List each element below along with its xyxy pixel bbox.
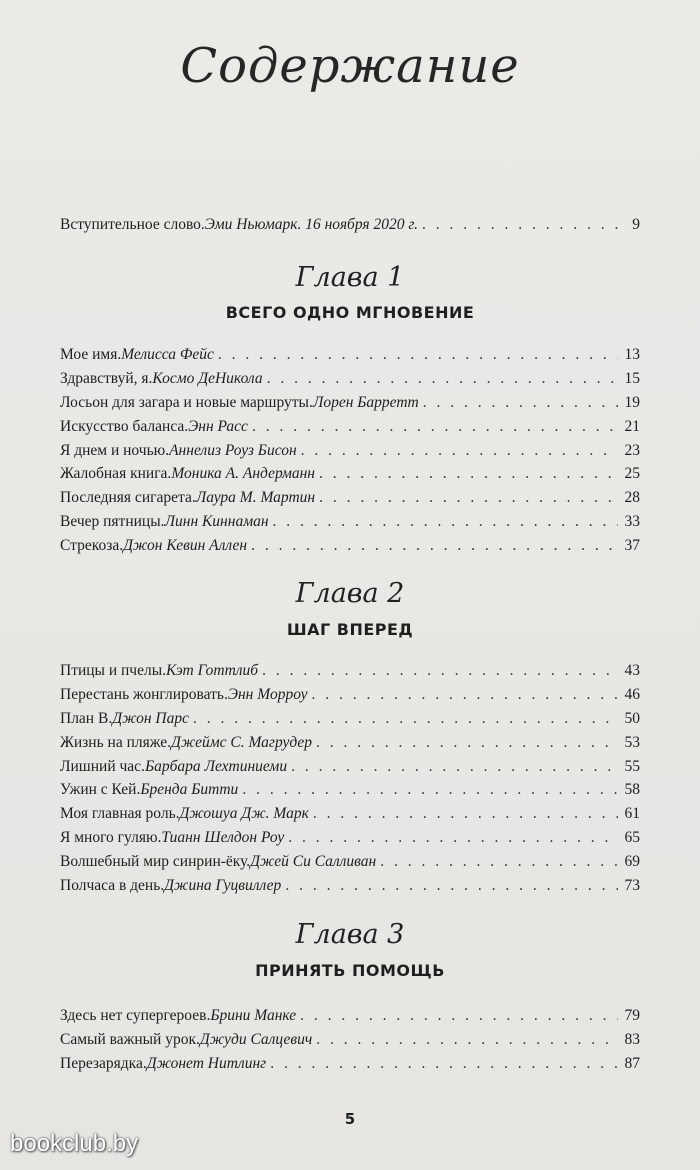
entry-title: Волшебный мир синрин-ёку. [60,853,251,871]
dot-leader [267,367,618,391]
entry-author: Джина Гуцвиллер [164,877,282,895]
entry-page: 50 [624,709,640,727]
dot-leader [380,850,618,874]
toc-entry[interactable] [60,755,640,779]
watermark-logo: bookclub.by [10,1130,139,1157]
toc-entry[interactable] [60,850,640,874]
entry-title: Лишний час. [60,757,145,775]
entry-page: 37 [624,537,640,555]
dot-leader [423,391,618,415]
dot-leader [193,707,618,731]
entry-page: 87 [624,1054,640,1072]
entry-author: Тианн Шелдон Роу [161,829,285,847]
toc-entry[interactable] [60,874,640,898]
dot-leader [251,534,618,558]
dot-leader [316,731,618,755]
chapter-1-label: Глава 1 [295,262,405,293]
entry-author: Джей Си Салливан [250,853,377,871]
entry-title: Перезарядка. [60,1054,147,1072]
entry-page: 23 [624,441,640,459]
toc-entry[interactable] [60,1028,640,1052]
chapter-3-entries [60,1004,640,1076]
entry-title: Полчаса в день. [60,877,165,895]
dot-leader [301,439,618,463]
toc-entry[interactable] [60,683,640,707]
chapter-3-label: Глава 3 [295,919,405,950]
entry-page: 61 [624,805,640,823]
entry-title: Мое имя. [60,346,122,363]
entry-title: Птицы и пчелы. [60,662,167,679]
entry-page: 46 [624,685,640,703]
entry-title: Стрекоза. [60,537,124,555]
entry-title: Жалобная книга. [60,465,172,483]
entry-author: Кэт Готтлиб [166,662,259,679]
dot-leader [273,510,618,534]
entry-author: Эми Ньюмарк. 16 ноября 2020 г. [204,216,419,233]
entry-author: Лорен Барретт [312,393,419,411]
entry-page: 28 [624,489,640,507]
entry-title: План В. [60,709,113,727]
entry-author: Космо ДеНикола [152,369,263,387]
entry-author: Джонет Нитлинг [146,1054,267,1072]
dot-leader [319,486,618,510]
toc-entry[interactable] [60,1004,640,1028]
chapter-2-entries [60,659,640,898]
toc-entry[interactable] [60,462,640,486]
entry-author: Моника А. Андерманн [171,465,315,483]
intro-entry-list [60,213,640,237]
entry-page: 65 [624,829,640,847]
entry-title: Ужин с Кей. [60,781,141,799]
toc-entry-intro[interactable] [60,213,640,237]
entry-author: Барбара Лехтиниеми [144,757,288,775]
entry-page: 69 [624,853,640,871]
entry-title: Последняя сигарета. [60,489,196,507]
dot-leader [242,778,618,802]
dot-leader [270,1052,618,1076]
entry-title: Моя главная роль. [60,805,180,823]
entry-author: Линн Киннаман [164,513,269,531]
entry-author: Мелисса Фейс [121,346,214,363]
dot-leader [291,755,618,779]
entry-author: Джеймс С. Магрудер [171,733,312,751]
entry-title: Искусство баланса. [60,417,189,435]
dot-leader [422,213,618,237]
dot-leader [288,826,618,850]
toc-entry[interactable] [60,826,640,850]
toc-entry[interactable] [60,778,640,802]
toc-entry[interactable] [60,659,640,683]
entry-title: Я днем и ночью. [60,441,170,459]
dot-leader [316,1028,618,1052]
dot-leader [218,343,618,367]
entry-page: 55 [624,757,640,775]
toc-entry[interactable] [60,439,640,463]
entry-author: Энн Морроу [227,685,308,703]
chapter-2-subtitle: ШАГ ВПЕРЕД [286,620,414,639]
entry-title: Вечер пятницы. [60,513,165,531]
chapter-2-label: Глава 2 [295,578,405,609]
entry-page: 83 [624,1030,640,1048]
toc-entry[interactable] [60,391,640,415]
chapter-1-entries [60,343,640,558]
entry-page: 15 [624,369,640,387]
entry-page: 19 [624,393,640,411]
dot-leader [285,874,618,898]
entry-title: Перестань жонглировать. [60,685,228,703]
entry-page: 33 [624,513,640,531]
entry-title: Вступительное слово. [60,216,205,233]
entry-author: Джуди Салцевич [199,1030,313,1048]
entry-title: Я много гуляю. [60,829,162,847]
entry-page: 25 [624,465,640,483]
page-number: 5 [344,1110,356,1128]
entry-title: Жизнь на пляже. [60,733,172,751]
entry-title: Здравствуй, я. [60,369,153,387]
toc-entry[interactable] [60,486,640,510]
entry-page: 43 [624,662,640,679]
entry-author: Бренда Битти [140,781,239,799]
dot-leader [313,802,618,826]
dot-leader [312,683,618,707]
dot-leader [300,1004,618,1028]
toc-entry[interactable] [60,802,640,826]
toc-entry[interactable] [60,367,640,391]
entry-page: 53 [624,733,640,751]
page-title: Содержание [180,38,520,94]
entry-title: Лосьон для загара и новые маршруты. [60,393,313,411]
toc-entry[interactable] [60,731,640,755]
toc-entry[interactable] [60,534,640,558]
chapter-1-subtitle: ВСЕГО ОДНО МГНОВЕНИЕ [225,303,475,322]
chapter-3-subtitle: ПРИНЯТЬ ПОМОЩЬ [255,961,445,980]
dot-leader [262,659,618,683]
entry-page: 13 [624,346,640,363]
entry-page: 79 [624,1007,640,1024]
toc-entry[interactable] [60,510,640,534]
toc-entry[interactable] [60,415,640,439]
entry-author: Джон Кевин Аллен [123,537,248,555]
entry-title: Самый важный урок. [60,1030,200,1048]
entry-author: Джон Парс [112,709,189,727]
entry-page: 9 [632,216,640,233]
entry-author: Энн Расс [188,417,248,435]
entry-title: Здесь нет супергероев. [60,1007,211,1024]
dot-leader [252,415,618,439]
entry-page: 58 [624,781,640,799]
entry-page: 73 [624,877,640,895]
entry-author: Лаура М. Мартин [195,489,316,507]
toc-entry[interactable] [60,343,640,367]
toc-entry[interactable] [60,707,640,731]
dot-leader [319,462,618,486]
toc-entry[interactable] [60,1052,640,1076]
entry-page: 21 [624,417,640,435]
entry-author: Брини Манке [210,1007,297,1024]
entry-author: Аннелиз Роуз Бисон [169,441,297,459]
entry-author: Джошуа Дж. Марк [179,805,309,823]
